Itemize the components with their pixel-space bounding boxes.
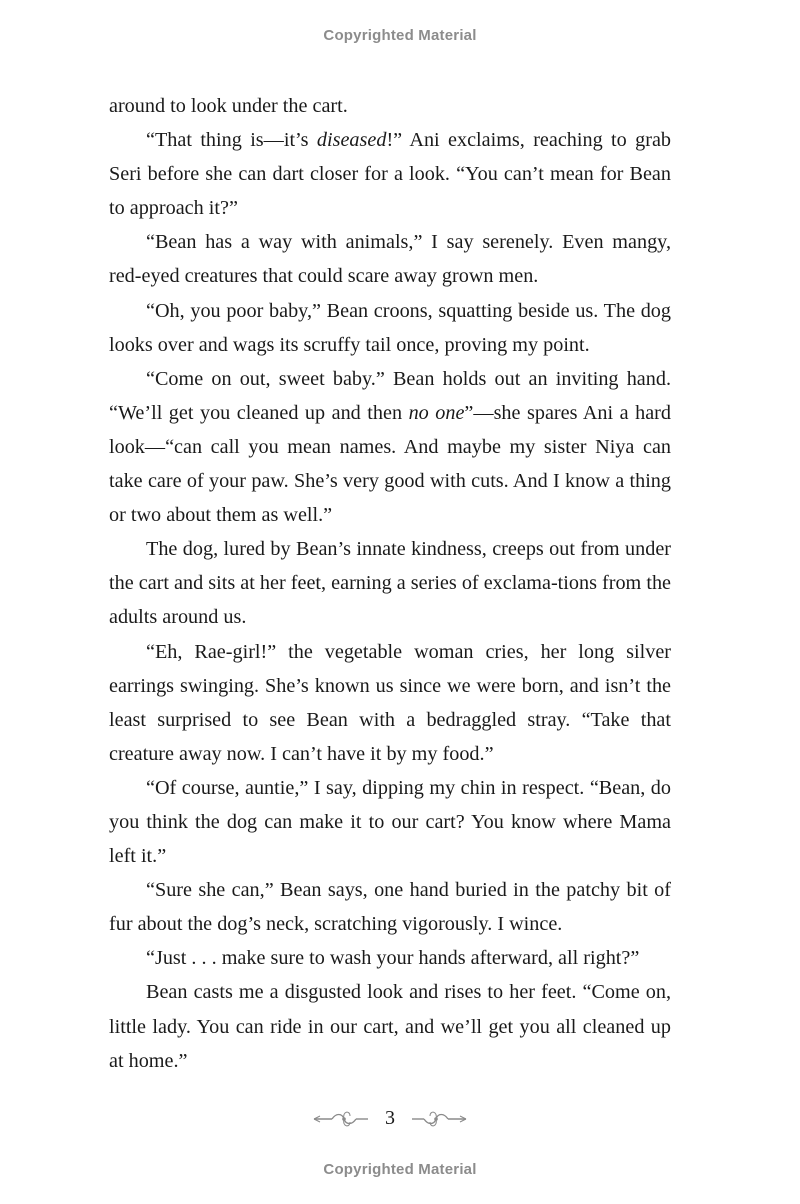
paragraph-2-part-1: “That thing is—it’s — [146, 129, 317, 152]
paragraph-2-emphasis: diseased — [316, 129, 387, 152]
watermark-top: Copyrighted Material — [323, 27, 477, 44]
paragraph-7: “Eh, Rae-girl!” the vegetable woman cries, her long silver earrings swinging. She’s known us since we were born, and isn’t the least surprised to see Bean with a bedraggled stray. “Take that creature away now. I can’t have it by my food.” — [109, 640, 671, 765]
paragraph-2-part-3: !” Ani exclaims, reaching to grab Seri before she can dart closer for a look. “You can’t mean for Bean to approach it?” — [109, 129, 671, 220]
paragraph-5-part-1: “Come on out, sweet baby.” Bean holds out an inviting hand. “We’ll get you cleaned up and then — [109, 367, 671, 424]
paragraph-8: “Of course, auntie,” I say, dipping my chin in respect. “Bean, do you think the dog can make it to our cart? You know where Mama left it.” — [109, 776, 671, 868]
paragraph-5-part-3: ”—she spares Ani a hard look—“can call you mean names. And maybe my sister Niya can take care of your paw. She’s very good with cuts. And I know a thing or two about them as well.” — [109, 401, 671, 527]
paragraph-11: Bean casts me a disgusted look and rises to her feet. “Come on, little lady. You can ride in our cart, and we’ll get you all cleaned up at home.” — [109, 981, 671, 1072]
watermark-bottom: Copyrighted Material — [323, 1161, 477, 1178]
fleuron-ornament-icon — [312, 1108, 370, 1130]
paragraph-1: around to look under the cart. — [109, 95, 348, 117]
page-folio — [0, 1104, 800, 1134]
fleuron-ornament-icon — [410, 1108, 468, 1130]
paragraph-9: “Sure she can,” Bean says, one hand buried in the patchy bit of fur about the dog’s neck, scratching vigorously. I wince. — [109, 879, 671, 936]
book-page-text — [109, 89, 671, 1078]
paragraph-6: The dog, lured by Bean’s innate kindness, creeps out from under the cart and sits at her feet, earning a series of exclama-tions from the adults around us. — [109, 538, 671, 629]
paragraph-2 — [109, 123, 671, 225]
paragraph-5 — [109, 362, 671, 532]
paragraph-5-emphasis: no one — [408, 401, 465, 424]
paragraph-4: “Oh, you poor baby,” Bean croons, squatting beside us. The dog looks over and wags its scruffy tail once, proving my point. — [109, 299, 671, 356]
page-number: 3 — [385, 1107, 395, 1129]
paragraph-3: “Bean has a way with animals,” I say serenely. Even mangy, red-eyed creatures that could scare away grown men. — [109, 231, 671, 288]
paragraph-10: “Just . . . make sure to wash your hands afterward, all right?” — [146, 947, 640, 970]
